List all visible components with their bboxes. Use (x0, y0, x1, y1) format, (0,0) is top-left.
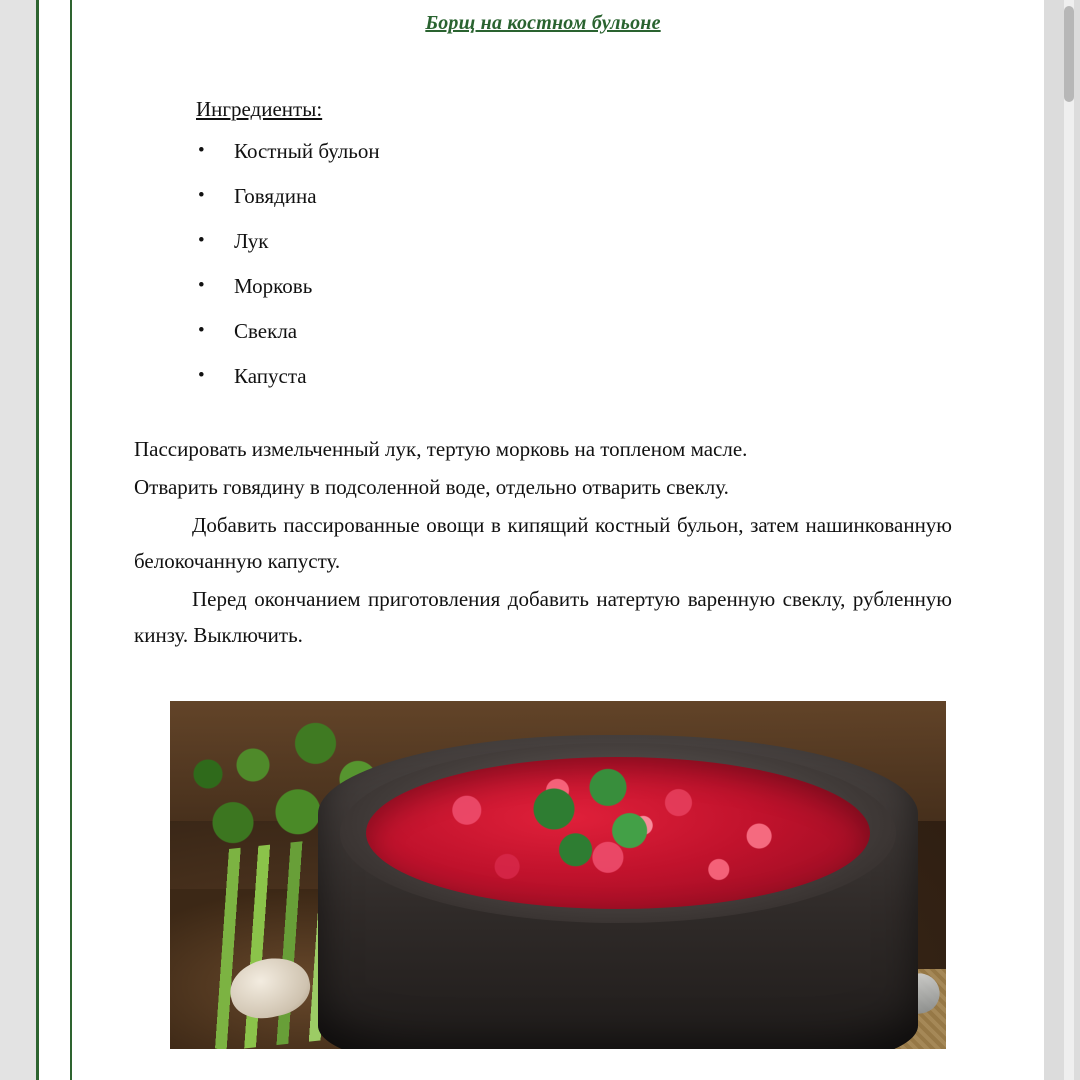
instruction-paragraph: Перед окончанием приготовления добавить натертую варенную свеклу, рубленную кинзу. Выключить. (134, 587, 952, 648)
list-item-label: Свекла (234, 319, 298, 344)
instruction-paragraph: Пассировать измельченный лук, тертую морковь на топленом масле. (134, 436, 748, 461)
left-gutter (0, 0, 36, 1080)
bullet-icon: • (198, 140, 205, 161)
scrollbar-thumb[interactable] (1064, 6, 1074, 102)
list-item-label: Морковь (234, 274, 313, 299)
list-item-label: Говядина (234, 184, 317, 209)
parsley-garnish-icon (500, 761, 680, 881)
bullet-icon: • (198, 365, 205, 387)
page-border-outer-line (36, 0, 39, 1080)
instruction-paragraph: Добавить пассированные овощи в кипящий костный бульон, затем нашинкованную белокочанную капусту. (134, 512, 952, 573)
instructions-body (134, 431, 952, 654)
bullet-icon: • (198, 275, 205, 297)
ingredients-heading: Ингредиенты: (196, 97, 323, 121)
bullet-icon: • (198, 230, 205, 252)
borscht-photo (170, 701, 946, 1049)
bullet-icon: • (198, 320, 205, 342)
list-item (198, 319, 952, 344)
ingredients-list (134, 140, 952, 389)
list-item-label: Костный бульон (234, 139, 380, 163)
document-title: Борщ на костном бульоне (425, 12, 661, 34)
instruction-paragraph: Отварить говядину в подсоленной воде, отдельно отварить свеклу. (134, 474, 729, 499)
page-border-inner-line (70, 0, 72, 1080)
list-item (198, 274, 952, 299)
list-item (198, 364, 952, 389)
list-item-label: Капуста (234, 364, 307, 389)
list-item (198, 184, 952, 209)
bullet-icon: • (198, 185, 205, 207)
scrollbar-track[interactable] (1064, 0, 1074, 1080)
list-item (198, 229, 952, 254)
document-content (134, 0, 952, 1080)
list-item (198, 139, 952, 163)
list-item-label: Лук (234, 229, 269, 254)
